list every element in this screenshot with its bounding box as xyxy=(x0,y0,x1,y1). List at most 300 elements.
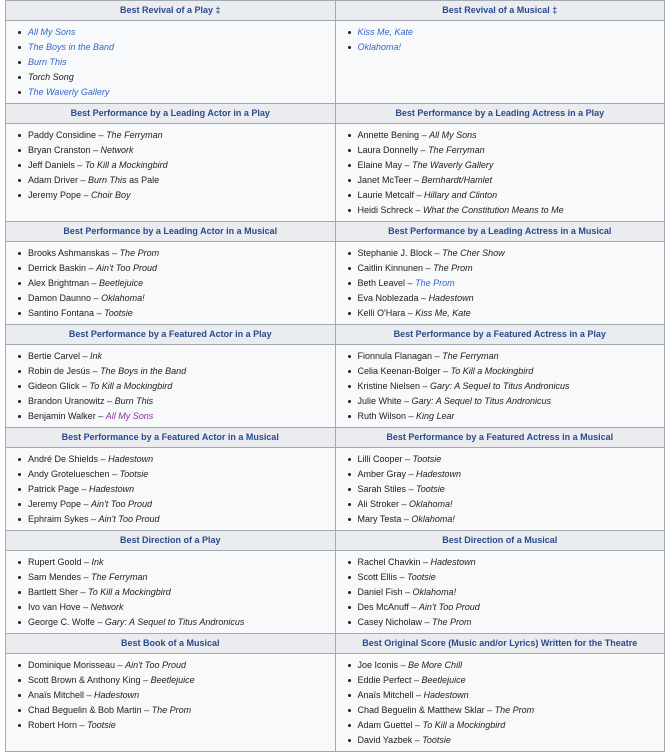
nominee-name[interactable]: Alex Brightman xyxy=(28,278,90,288)
category-header-row xyxy=(6,1,665,21)
nominee-item xyxy=(18,25,335,40)
category-header-row xyxy=(6,104,665,124)
nominee-item xyxy=(18,600,335,615)
nominees-cell xyxy=(6,345,336,428)
work-title[interactable]: Hadestown xyxy=(416,469,462,479)
separator-dash: – xyxy=(78,587,89,597)
separator-dash: – xyxy=(79,484,90,494)
separator-dash: – xyxy=(94,308,105,318)
nominee-name[interactable]: Ivo van Hove xyxy=(28,602,81,612)
separator-dash: – xyxy=(411,675,422,685)
separator-dash: – xyxy=(141,705,152,715)
separator-dash: – xyxy=(402,160,413,170)
separator-dash: – xyxy=(440,366,451,376)
category-header-row xyxy=(6,325,665,345)
work-title[interactable]: The Prom xyxy=(432,617,472,627)
work-title[interactable]: Tootsie xyxy=(416,484,445,494)
nominee-item xyxy=(348,246,665,261)
nominee-list xyxy=(6,21,335,103)
nominee-item xyxy=(348,733,665,748)
work-title[interactable]: All My Sons xyxy=(105,411,154,421)
work-title[interactable]: Torch Song xyxy=(28,72,74,82)
nominee-item xyxy=(348,703,665,718)
nominee-item xyxy=(18,291,335,306)
nominee-item xyxy=(18,467,335,482)
separator-dash: – xyxy=(77,720,88,730)
nominees-cell xyxy=(6,124,336,222)
nominee-item xyxy=(348,40,665,55)
nominee-item xyxy=(18,718,335,733)
awards-table xyxy=(5,0,665,752)
nominee-name[interactable]: Joe Iconis xyxy=(357,660,399,670)
nominee-item xyxy=(348,512,665,527)
work-title[interactable]: The Waverly Gallery xyxy=(28,87,110,97)
nominee-item xyxy=(18,349,335,364)
separator-dash: – xyxy=(402,454,413,464)
nominee-list xyxy=(6,124,335,206)
nominee-name[interactable]: Robin de Jesús xyxy=(28,366,91,376)
separator-dash: – xyxy=(81,499,92,509)
category-header-row xyxy=(6,222,665,242)
nominee-item xyxy=(18,55,335,70)
nominee-name[interactable]: Eddie Perfect xyxy=(357,675,412,685)
nominee-item xyxy=(348,349,665,364)
nominee-list xyxy=(336,242,665,324)
separator-dash: – xyxy=(79,381,90,391)
separator-dash: – xyxy=(91,293,102,303)
work-title[interactable]: Gary: A Sequel to Titus Andronicus xyxy=(411,396,552,406)
nominee-item xyxy=(348,585,665,600)
nominee-list xyxy=(6,551,335,633)
work-title[interactable]: Choir Boy xyxy=(91,190,131,200)
nominee-name[interactable]: Robert Horn xyxy=(28,720,78,730)
nominee-item xyxy=(18,188,335,203)
category-title[interactable]: Best Performance by a Featured Actor in a Musical xyxy=(6,428,336,448)
nominee-name[interactable]: Casey Nicholaw xyxy=(357,617,423,627)
work-title[interactable]: To Kill a Mockingbird xyxy=(450,366,534,376)
work-title[interactable]: Burn This xyxy=(114,396,154,406)
work-title[interactable]: Be More Chill xyxy=(408,660,463,670)
work-title[interactable]: Ain't Too Proud xyxy=(418,602,480,612)
work-title[interactable]: All My Sons xyxy=(28,27,76,37)
work-title[interactable]: The Ferryman xyxy=(428,145,485,155)
nominee-name[interactable]: Kelli O'Hara xyxy=(357,308,406,318)
work-title[interactable]: Hadestown xyxy=(89,484,135,494)
work-title[interactable]: Beetlejuice xyxy=(421,675,466,685)
nominee-item xyxy=(18,482,335,497)
work-title[interactable]: Beetlejuice xyxy=(99,278,144,288)
nominee-name[interactable]: Lilli Cooper xyxy=(357,454,403,464)
work-title[interactable]: Tootsie xyxy=(422,735,451,745)
separator-dash: – xyxy=(397,572,408,582)
nominee-item xyxy=(18,555,335,570)
work-title[interactable]: Ain't Too Proud xyxy=(125,660,186,670)
separator-dash: – xyxy=(80,602,91,612)
work-title[interactable]: The Prom xyxy=(433,263,473,273)
nominee-item xyxy=(18,306,335,321)
work-title[interactable]: Oklahoma! xyxy=(357,42,402,52)
nominee-name[interactable]: Dominique Morisseau xyxy=(28,660,116,670)
work-title[interactable]: Oklahoma! xyxy=(412,587,457,597)
separator-dash: – xyxy=(104,396,115,406)
nominee-item xyxy=(18,85,335,100)
nominee-item xyxy=(348,158,665,173)
nominees-row xyxy=(6,345,665,428)
nominee-item xyxy=(348,615,665,630)
nominee-name[interactable]: Anaïs Mitchell xyxy=(357,690,414,700)
nominee-item xyxy=(18,173,335,188)
nominee-name[interactable]: Chad Beguelin & Bob Martin xyxy=(28,705,142,715)
category-title[interactable]: Best Performance by a Leading Actor in a Play xyxy=(6,104,336,124)
work-title[interactable]: Hadestown xyxy=(430,557,476,567)
separator-dash: – xyxy=(432,351,443,361)
nominee-name[interactable]: André De Shields xyxy=(28,454,99,464)
nominee-name[interactable]: Derrick Baskin xyxy=(28,263,87,273)
category-title[interactable]: Best Performance by a Leading Actress in a Play xyxy=(335,104,665,124)
nominee-name[interactable]: George C. Wolfe xyxy=(28,617,95,627)
work-title[interactable]: Network xyxy=(100,145,134,155)
work-title[interactable]: Hadestown xyxy=(423,690,469,700)
separator-dash: – xyxy=(406,469,417,479)
nominee-name[interactable]: Laurie Metcalf xyxy=(357,190,415,200)
nominee-name[interactable]: Daniel Fish xyxy=(357,587,403,597)
separator-dash: – xyxy=(140,675,151,685)
category-title[interactable]: Best Performance by a Leading Actress in a Musical xyxy=(335,222,665,242)
nominee-item xyxy=(18,276,335,291)
nominee-item xyxy=(348,409,665,424)
work-title[interactable]: The Ferryman xyxy=(106,130,163,140)
separator-dash: – xyxy=(109,248,120,258)
nominee-name[interactable]: Heidi Schreck xyxy=(357,205,414,215)
nominee-name[interactable]: Anaïs Mitchell xyxy=(28,690,85,700)
nominee-item xyxy=(18,40,335,55)
separator-dash: – xyxy=(408,602,419,612)
separator-dash: – xyxy=(78,175,89,185)
nominee-name[interactable]: Gideon Glick xyxy=(28,381,80,391)
nominees-cell xyxy=(335,345,665,428)
nominee-list xyxy=(336,21,665,58)
work-title[interactable]: The Prom xyxy=(415,278,455,288)
nominee-list xyxy=(6,345,335,427)
work-title[interactable]: Gary: A Sequel to Titus Andronicus xyxy=(430,381,570,391)
nominee-name[interactable]: Patrick Page xyxy=(28,484,80,494)
nominee-item xyxy=(18,688,335,703)
nominee-item xyxy=(18,658,335,673)
nominee-item xyxy=(348,467,665,482)
separator-dash: – xyxy=(432,248,443,258)
nominee-name[interactable]: Rachel Chavkin xyxy=(357,557,421,567)
separator-dash: – xyxy=(405,278,416,288)
separator-dash: – xyxy=(96,130,107,140)
work-title[interactable]: Network xyxy=(90,602,124,612)
nominee-item xyxy=(348,188,665,203)
work-title[interactable]: To Kill a Mockingbird xyxy=(88,587,171,597)
category-title[interactable]: Best Performance by a Featured Actress in a Play xyxy=(335,325,665,345)
nominee-name[interactable]: Sam Mendes xyxy=(28,572,82,582)
separator-dash: – xyxy=(419,130,430,140)
nominees-cell xyxy=(6,654,336,752)
category-title[interactable]: Best Revival of a Play ‡ xyxy=(6,1,336,21)
separator-dash: – xyxy=(412,720,423,730)
work-title[interactable]: To Kill a Mockingbird xyxy=(84,160,168,170)
nominee-list xyxy=(6,242,335,324)
work-title[interactable]: Beetlejuice xyxy=(150,675,195,685)
work-title[interactable]: The Boys in the Band xyxy=(28,42,115,52)
nominee-name[interactable]: Santino Fontana xyxy=(28,308,95,318)
nominee-name[interactable]: Adam Driver xyxy=(28,175,79,185)
nominees-cell xyxy=(6,448,336,531)
separator-dash: – xyxy=(412,735,423,745)
work-title[interactable]: Bernhardt/Hamlet xyxy=(421,175,493,185)
nominee-item xyxy=(348,306,665,321)
nominee-name[interactable]: Annette Bening xyxy=(357,130,420,140)
nominee-name[interactable]: Benjamin Walker xyxy=(28,411,96,421)
separator-dash: – xyxy=(406,484,417,494)
nominee-item xyxy=(348,203,665,218)
separator-dash: – xyxy=(109,469,120,479)
nominee-name[interactable]: Andy Grotelueschen xyxy=(28,469,110,479)
work-title[interactable]: What the Constitution Means to Me xyxy=(423,205,564,215)
nominee-item xyxy=(348,276,665,291)
work-title[interactable]: Kiss Me, Kate xyxy=(357,27,414,37)
category-title[interactable]: Best Direction of a Play xyxy=(6,531,336,551)
nominee-item xyxy=(18,261,335,276)
nominees-row xyxy=(6,551,665,634)
category-title[interactable]: Best Book of a Musical xyxy=(6,634,336,654)
nominee-name[interactable]: Bryan Cranston xyxy=(28,145,91,155)
work-title[interactable]: Oklahoma! xyxy=(411,514,455,524)
nominee-name[interactable]: Damon Daunno xyxy=(28,293,92,303)
nominee-name[interactable]: Chad Beguelin & Matthew Sklar xyxy=(357,705,485,715)
nominee-name[interactable]: Mary Testa xyxy=(357,514,402,524)
nominee-item xyxy=(348,497,665,512)
separator-dash: – xyxy=(81,572,92,582)
nominee-name[interactable]: Scott Ellis xyxy=(357,572,398,582)
nominee-name[interactable]: Scott Brown & Anthony King xyxy=(28,675,141,685)
category-header-row xyxy=(6,634,665,654)
work-title[interactable]: Ink xyxy=(91,557,104,567)
separator-dash: – xyxy=(98,454,109,464)
nominee-item xyxy=(18,452,335,467)
nominee-item xyxy=(18,512,335,527)
nominee-item xyxy=(348,688,665,703)
nominee-item xyxy=(18,158,335,173)
nominee-name[interactable]: Brooks Ashmanskas xyxy=(28,248,110,258)
separator-dash: – xyxy=(399,499,410,509)
nominee-name[interactable]: Bartlett Sher xyxy=(28,587,79,597)
separator-dash: – xyxy=(484,705,495,715)
separator-dash: – xyxy=(418,293,429,303)
separator-dash: – xyxy=(401,396,412,406)
nominee-name[interactable]: Rupert Goold xyxy=(28,557,82,567)
work-title[interactable]: Kiss Me, Kate xyxy=(415,308,471,318)
nominee-list xyxy=(6,448,335,530)
category-title[interactable]: Best Performance by a Featured Actress in a Musical xyxy=(335,428,665,448)
nominee-item xyxy=(348,673,665,688)
work-title[interactable]: To Kill a Mockingbird xyxy=(422,720,506,730)
nominee-name[interactable]: Jeff Daniels xyxy=(28,160,75,170)
nominee-name[interactable]: Celia Keenan-Bolger xyxy=(357,366,441,376)
work-title[interactable]: The Ferryman xyxy=(442,351,499,361)
category-header-row xyxy=(6,428,665,448)
nominee-item xyxy=(18,570,335,585)
nominee-name[interactable]: Eva Noblezada xyxy=(357,293,419,303)
work-title[interactable]: Hadestown xyxy=(428,293,474,303)
nominee-item xyxy=(348,452,665,467)
nominee-name[interactable]: Paddy Considine xyxy=(28,130,97,140)
category-title[interactable]: Best Performance by a Leading Actor in a Musical xyxy=(6,222,336,242)
nominee-item xyxy=(348,482,665,497)
nominee-name[interactable]: Elaine May xyxy=(357,160,403,170)
nominees-row xyxy=(6,242,665,325)
nominee-name[interactable]: Ali Stroker xyxy=(357,499,400,509)
work-title[interactable]: Ain't Too Proud xyxy=(91,499,152,509)
nominee-item xyxy=(348,718,665,733)
role-text: as Pale xyxy=(129,175,160,185)
separator-dash: – xyxy=(80,351,91,361)
work-title[interactable]: Ink xyxy=(90,351,103,361)
separator-dash: – xyxy=(86,263,97,273)
work-title[interactable]: Tootsie xyxy=(412,454,442,464)
nominee-name[interactable]: Adam Guettel xyxy=(357,720,413,730)
nominees-cell xyxy=(6,242,336,325)
nominee-list xyxy=(336,551,665,633)
work-title[interactable]: The Boys in the Band xyxy=(100,366,187,376)
nominee-list xyxy=(336,448,665,530)
work-title[interactable]: Tootsie xyxy=(104,308,133,318)
nominee-item xyxy=(348,570,665,585)
separator-dash: – xyxy=(411,175,422,185)
separator-dash: – xyxy=(405,308,416,318)
work-title[interactable]: Burn This xyxy=(28,57,67,67)
nominee-name[interactable]: Bertie Carvel xyxy=(28,351,81,361)
nominee-item xyxy=(348,555,665,570)
nominees-cell xyxy=(335,654,665,752)
nominee-item xyxy=(18,409,335,424)
separator-dash: – xyxy=(401,514,412,524)
work-title[interactable]: Tootsie xyxy=(119,469,149,479)
nominee-name[interactable]: Caitlin Kinnunen xyxy=(357,263,424,273)
nominee-item xyxy=(348,261,665,276)
nominees-row xyxy=(6,448,665,531)
work-title[interactable]: Ain't Too Proud xyxy=(96,263,157,273)
work-title[interactable]: Oklahoma! xyxy=(409,499,453,509)
nominee-name[interactable]: Fionnula Flanagan xyxy=(357,351,433,361)
category-title[interactable]: Best Original Score (Music and/or Lyrics) Written for the Theatre xyxy=(335,634,665,654)
work-title[interactable]: To Kill a Mockingbird xyxy=(89,381,173,391)
nominee-name[interactable]: Ephraim Sykes xyxy=(28,514,89,524)
work-title[interactable]: Tootsie xyxy=(87,720,116,730)
nominees-cell xyxy=(335,551,665,634)
nominee-name[interactable]: Jeremy Pope xyxy=(28,190,82,200)
nominee-item xyxy=(18,128,335,143)
separator-dash: – xyxy=(414,190,425,200)
work-title[interactable]: Hillary and Clinton xyxy=(424,190,498,200)
work-title[interactable]: The Cher Show xyxy=(442,248,505,258)
nominee-item xyxy=(18,703,335,718)
nominee-item xyxy=(18,615,335,630)
nominees-cell xyxy=(6,21,336,104)
nominee-item xyxy=(348,128,665,143)
nominee-item xyxy=(348,600,665,615)
nominee-item xyxy=(348,658,665,673)
nominee-name[interactable]: Des McAnuff xyxy=(357,602,409,612)
nominee-item xyxy=(18,585,335,600)
work-title[interactable]: The Waverly Gallery xyxy=(412,160,494,170)
work-title[interactable]: Hadestown xyxy=(94,690,140,700)
separator-dash: – xyxy=(398,660,409,670)
work-title[interactable]: Oklahoma! xyxy=(101,293,145,303)
nominee-item xyxy=(348,394,665,409)
work-title[interactable]: The Prom xyxy=(494,705,535,715)
nominee-name[interactable]: Janet McTeer xyxy=(357,175,412,185)
nominee-item xyxy=(348,364,665,379)
nominees-row xyxy=(6,654,665,752)
nominees-cell xyxy=(335,124,665,222)
nominee-name[interactable]: Jeremy Pope xyxy=(28,499,82,509)
separator-dash: – xyxy=(90,366,101,376)
nominee-item xyxy=(18,379,335,394)
work-title[interactable]: Hadestown xyxy=(108,454,154,464)
separator-dash: – xyxy=(115,660,126,670)
nominee-name[interactable]: Ruth Wilson xyxy=(357,411,407,421)
work-title[interactable]: The Prom xyxy=(151,705,192,715)
nominee-item xyxy=(348,143,665,158)
nominee-item xyxy=(18,364,335,379)
work-title[interactable]: The Ferryman xyxy=(91,572,148,582)
work-title[interactable]: Tootsie xyxy=(407,572,436,582)
nominee-name[interactable]: Sarah Stiles xyxy=(357,484,407,494)
separator-dash: – xyxy=(95,411,106,421)
nominee-name[interactable]: Brandon Uranowitz xyxy=(28,396,105,406)
nominees-cell xyxy=(335,21,665,104)
separator-dash: – xyxy=(420,557,431,567)
nominee-name[interactable]: Amber Gray xyxy=(357,469,407,479)
work-title[interactable]: The Prom xyxy=(119,248,160,258)
nominee-item xyxy=(18,497,335,512)
separator-dash: – xyxy=(413,690,424,700)
nominee-item xyxy=(18,673,335,688)
nominees-cell xyxy=(335,448,665,531)
separator-dash: – xyxy=(418,145,429,155)
work-title[interactable]: Ain't Too Proud xyxy=(98,514,160,524)
nominee-name[interactable]: Beth Leavel xyxy=(357,278,406,288)
separator-dash: – xyxy=(84,690,95,700)
category-title[interactable]: Best Direction of a Musical xyxy=(335,531,665,551)
nominee-item xyxy=(18,70,335,85)
nominee-name[interactable]: Kristine Nielsen xyxy=(357,381,421,391)
nominee-name[interactable]: David Yazbek xyxy=(357,735,413,745)
category-title[interactable]: Best Performance by a Featured Actor in a Play xyxy=(6,325,336,345)
work-title[interactable]: Burn This xyxy=(88,175,127,185)
nominee-name[interactable]: Julie White xyxy=(357,396,402,406)
category-title[interactable]: Best Revival of a Musical ‡ xyxy=(335,1,665,21)
separator-dash: – xyxy=(81,557,92,567)
nominee-list xyxy=(336,345,665,427)
separator-dash: – xyxy=(422,617,433,627)
work-title[interactable]: Gary: A Sequel to Titus Andronicus xyxy=(104,617,245,627)
nominee-list xyxy=(336,654,665,751)
work-title[interactable]: All My Sons xyxy=(429,130,477,140)
category-header-row xyxy=(6,531,665,551)
nominee-item xyxy=(348,25,665,40)
separator-dash: – xyxy=(88,514,99,524)
work-title[interactable]: King Lear xyxy=(416,411,455,421)
nominee-item xyxy=(18,143,335,158)
nominee-name[interactable]: Laura Donnelly xyxy=(357,145,419,155)
nominees-row xyxy=(6,21,665,104)
nominee-name[interactable]: Stephanie J. Block xyxy=(357,248,433,258)
